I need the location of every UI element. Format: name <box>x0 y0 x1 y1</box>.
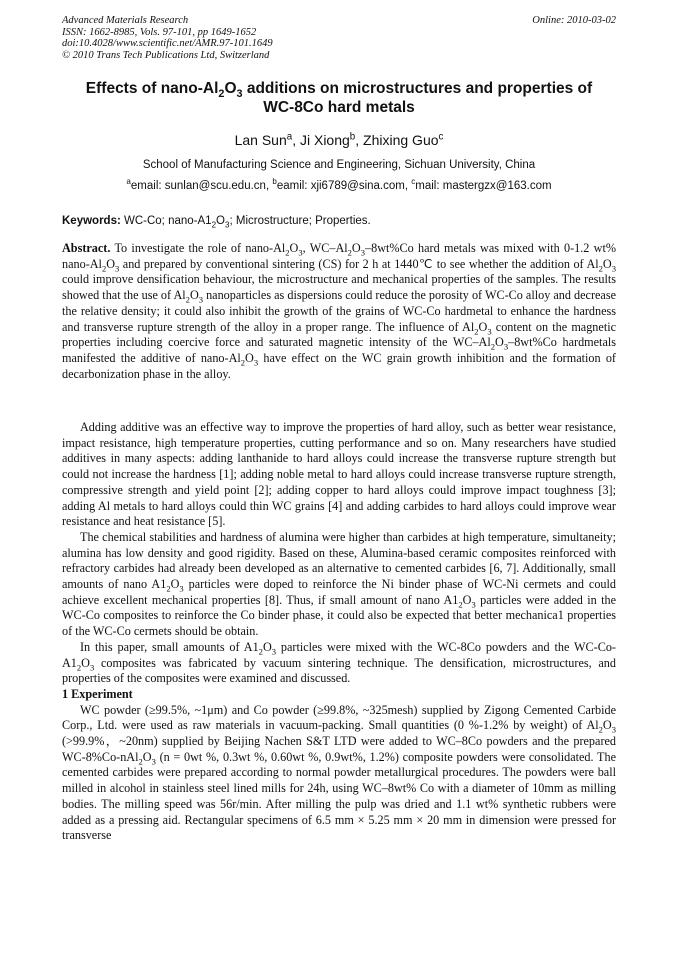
doi: doi:10.4028/www.scientific.net/AMR.97-101.1649 <box>62 38 273 49</box>
author-list: Lan Sun$^a$, Ji Xiong$^b$, Zhixing Guo$^c$ <box>234 131 444 148</box>
abstract: Abstract. To investigate the role of nano-$Al_2O_3$, $WC-Al_2O_3-8wt\%Co$ hard metals was mixed with 0-1.2 wt% nano-$Al_2O_3$ and prepared by conventional sintering (CS) for 2 h at 1440℃ to see whether the addition of $Al_2O_3$ could improve densification behaviour, the microstructure and mechanical properties of the samples. The results showed that the use of $Al_2O_3$ nanoparticles as dispersions could reduce the porosity of WC-Co alloy and decrease the relative density; it could also inhibit the growth of the grains of WC-Co hardmetal to enhance the hardness and transverse rupture strength of the alloy in a proper range. The influence of $Al_2O_3$ content on the magnetic properties including coercive force and saturated magnetic intensity of the $WC-Al_2O_3-8wt\%Co$ hardmetals manifested the additive of nano-$Al_2O_3$ have effect on the WC grain growth inhibition and the formation of decarbonization phase in the alloy. <box>62 241 616 381</box>
title-line-2: WC-8Co hard metals <box>263 99 415 116</box>
paper-title <box>62 79 616 117</box>
experiment-paragraph: WC powder (≥99.5%, ~1μm) and Co powder (≥99.8%, ~325mesh) supplied by Zigong Cemented Carbide Corp., Ltd. were used as raw materials in vacuum-packing. Small quantities (0 %-1.2% by weight) of $Al_2O_3$ (>99.9%，~20nm) supplied by Beijing Nachen S&T LTD were added to WC–8Co powders and the prepared $WC-8\%Co-nAl_2O_3$ (n = 0wt %, 0.3wt %, 0.60wt %, 0.9wt%, 1.2%) composite powders were consolidated. The cemented carbides were prepared according to normal powder metallurgical procedures. The powders were ball milled in alcohol in stainless steel lined mills for 24h, using WC–8wt% Co with a diameter of 10mm as milling bodies. The milling speed was 56r/min. After milling the pulp was dried and 1.1 wt% synthetic rubbers were added as a pressing aid. Rectangular specimens of 6.5 mm × 5.25 mm × 20 mm in dimension were pressed for transverse <box>62 702 616 843</box>
title-line-1: Effects of nano-$Al_2O_3$ additions on microstructures and properties of <box>85 80 593 101</box>
journal-name: Advanced Materials Research <box>62 15 189 26</box>
author-1: Lan Sun <box>234 132 287 148</box>
author-emails: $^a$email: sunlan@scu.edu.cn, $^b$eamil: xji6789@sina.com, $^c$mail: mastergzx@163.com <box>126 177 552 192</box>
author-2: Ji Xiong <box>299 132 350 148</box>
intro-paragraph-1: Adding additive was an effective way to improve the properties of hard alloy, such as better wear resistance, impact resistance, high temperature properties, cutting performance and so on. Many researchers have studied additives in many aspects: adding lanthanide to hard alloys could increase the transverse rupture strength but could not increase the hardness [1]; adding noble metal to hard alloys could increase transverse rupture strength, compressive strength and yield point [2]; adding copper to hard alloys could improve impact toughness [3]; adding Al metals to hard alloys could thin WC grains [4] and adding carbides to hard alloys could improve wear resistance and heat resistance [5]. <box>62 420 616 529</box>
intro-paragraph-2: The chemical stabilities and hardness of alumina were higher than carbides at high temperature, simultaneity; alumina has low density and good rigidity. Based on these, Alumina-based ceramic composites reinforced with refractory carbides had already been developed as an alternative to cemented carbides [6, 7]. Additionally, small amounts of nano $A1_2O_3$ particles were doped to reinforce the Ni binder phase of WC-Ni cermets and could achieve excellent mechanical properties [8]. Thus, if small amount of nano $A1_2O_3$ particles were added in the WC-Co composites to reinforce the Co binder phase, it could also be expected that better mechanica1 properties of the WC-Co cermets should be obtain. <box>62 529 616 639</box>
body-text <box>62 420 616 844</box>
abstract-label: Abstract. <box>62 241 111 255</box>
author-3: Zhixing Guo <box>363 132 439 148</box>
intro-paragraph-3: In this paper, small amounts of $A1_2O_3$ particles were mixed with the WC-8Co powders and the $WC-Co-A1_2O_3$ composites was fabricated by vacuum sintering technique. The densification, microstructures, and properties of the composites were examined and discussed. <box>62 639 616 686</box>
issn: ISSN: 1662-8985, Vols. 97-101, pp 1649-1652 <box>62 26 257 38</box>
keywords-label: Keywords: <box>62 215 121 227</box>
journal-header <box>62 15 482 61</box>
affiliation: School of Manufacturing Science and Engineering, Sichuan University, China <box>142 159 536 171</box>
keywords: Keywords: WC-Co; nano-$A1_2O_3$; Microstructure; Properties. <box>62 215 371 230</box>
section-heading-experiment: 1 Experiment <box>62 686 133 701</box>
copyright: © 2010 Trans Tech Publications Ltd, Switzerland <box>62 49 270 61</box>
online-date: Online: 2010-03-02 <box>532 15 616 26</box>
